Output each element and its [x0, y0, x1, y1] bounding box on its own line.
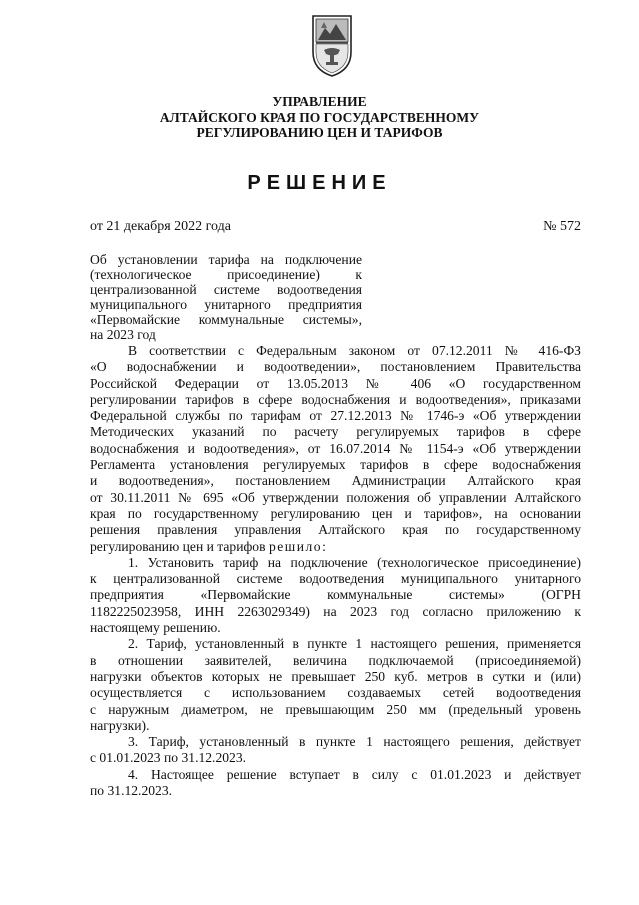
body-line: с наружным диаметром, не превышающим 250 мм (предельный уровень	[90, 701, 581, 717]
preamble-paragraph	[90, 343, 581, 555]
document-number: № 572	[543, 219, 581, 234]
body-line: регулировании тарифов в сфере водоснабжения и водоотведения», приказами	[90, 391, 581, 407]
body-line: водоснабжения и водоотведения», от 16.07.2014 № 1154-э «Об утверждении	[90, 440, 581, 456]
body-line: Федеральной службы по тарифам от 27.12.2013 № 1746-э «Об утверждении	[90, 408, 581, 424]
document-date: от 21 декабря 2022 года	[90, 219, 231, 234]
document-type-title: РЕШЕНИЕ	[247, 172, 392, 194]
subject-line: «Первомайские коммунальные системы»,	[90, 312, 362, 327]
body-line: осуществляется с использованием создаваемых сетей водоотведения	[90, 685, 581, 701]
coat-of-arms-emblem	[309, 12, 355, 78]
body-line: Российской Федерации от 13.05.2013 № 406 «О государственном	[90, 375, 581, 391]
document-subject	[90, 252, 362, 342]
document-body	[90, 343, 581, 799]
subject-line: муниципального унитарного предприятия	[90, 297, 362, 312]
body-line: и водоотведения», постановлением Администрации Алтайского края	[90, 473, 581, 489]
subject-line: (технологическое присоединение) к	[90, 267, 362, 282]
body-line: от 30.11.2011 № 695 «Об утверждении положения об управлении Алтайского	[90, 489, 581, 505]
body-line: Методических указаний по расчету регулируемых тарифов в сфере	[90, 424, 581, 440]
body-line: 1. Установить тариф на подключение (технологическое присоединение)	[128, 554, 581, 570]
preamble-ending: регулированию цен и тарифов	[90, 538, 266, 554]
body-line: в отношении заявителей, величина подключаемой (присоединяемой)	[90, 652, 581, 668]
body-line: решения правления управления Алтайского края по государственному	[90, 522, 581, 538]
body-line: нагрузки объектов которых не превышает 250 куб. метров в сутки и (или)	[90, 668, 581, 684]
body-line: 1182225023958, ИНН 2263029349) на 2023 год согласно приложению к	[90, 603, 581, 619]
authority-line: РЕГУЛИРОВАНИЮ ЦЕН И ТАРИФОВ	[196, 125, 443, 140]
body-line: 4. Настоящее решение вступает в силу с 01.01.2023 и действует	[128, 766, 581, 782]
body-line	[90, 539, 581, 555]
body-line: настоящему решению.	[90, 620, 221, 636]
body-line: В соответствии с Федеральным законом от 07.12.2011 № 416-ФЗ	[128, 343, 581, 358]
item-2-paragraph	[90, 636, 581, 734]
body-line: к централизованной системе водоотведения муниципального унитарного	[90, 571, 581, 587]
body-line: 3. Тариф, установленный в пункте 1 настоящего решения, действует	[128, 734, 581, 750]
subject-line: на 2023 год	[90, 327, 156, 342]
item-3-paragraph	[90, 734, 581, 767]
body-line: с 01.01.2023 по 31.12.2023.	[90, 750, 247, 766]
body-line: предприятия «Первомайские коммунальные системы» (ОГРН	[90, 587, 581, 603]
decided-word: решило	[268, 538, 323, 554]
subject-line: централизованной системе водоотведения	[90, 282, 362, 297]
item-1-paragraph	[90, 555, 581, 636]
body-line: по 31.12.2023.	[90, 783, 173, 799]
body-line: нагрузки).	[90, 717, 150, 733]
authority-line: АЛТАЙСКОГО КРАЯ ПО ГОСУДАРСТВЕННОМУ	[159, 109, 480, 125]
subject-line: Об установлении тарифа на подключение	[90, 252, 362, 267]
body-line: 2. Тариф, установленный в пункте 1 настоящего решения, применяется	[128, 636, 581, 652]
body-line: «О водоснабжении и водоотведении», постановлением Правительства	[90, 359, 581, 375]
body-line: края по государственному регулированию цен и тарифов», на основании	[90, 505, 581, 521]
authority-line: УПРАВЛЕНИЕ	[272, 94, 367, 109]
issuing-authority	[0, 94, 639, 141]
body-line: Регламента установления регулируемых тарифов в сфере водоснабжения	[90, 457, 581, 473]
decided-colon: :	[322, 538, 326, 554]
item-4-paragraph	[90, 767, 581, 800]
